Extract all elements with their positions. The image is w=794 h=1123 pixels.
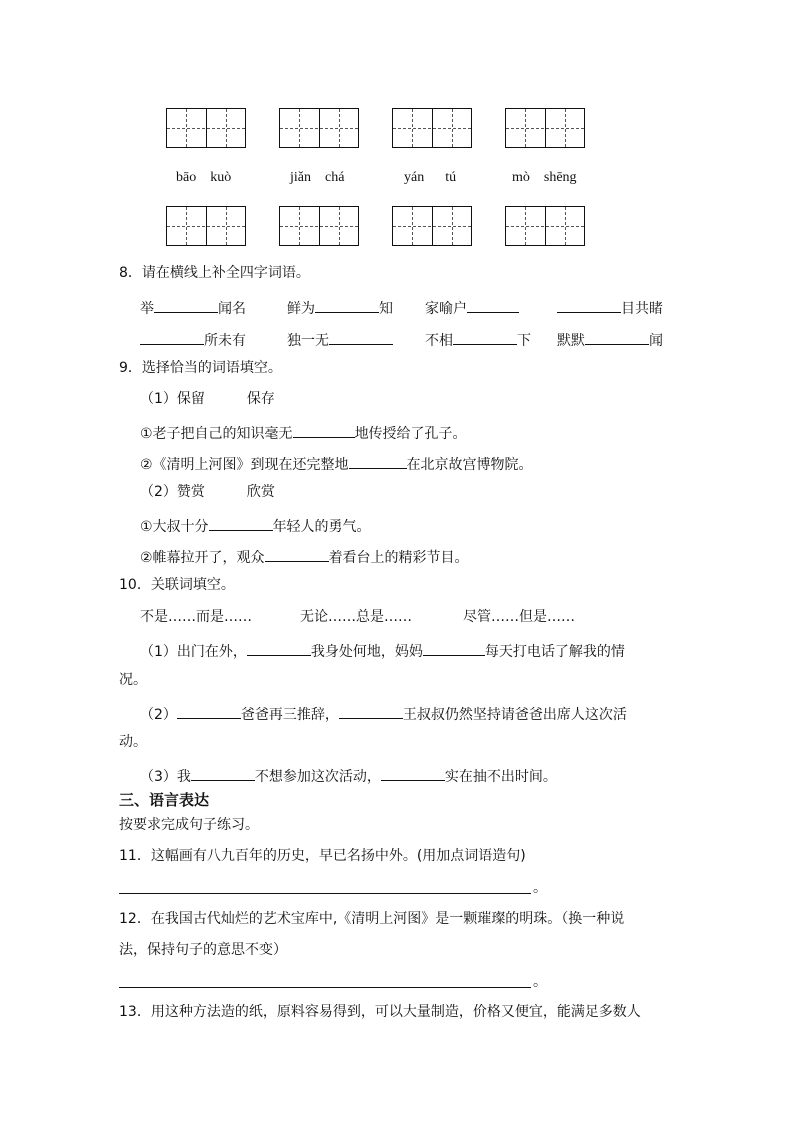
writing-grid[interactable] [505, 108, 585, 148]
sentence: ②《清明上河图》到现在还完整地 在北京故宫博物院。 [140, 454, 533, 472]
question-12-text: 12．在我国古代灿烂的艺术宝库中,《清明上河图》是一颗璀璨的明珠。（换一种说 [119, 911, 625, 927]
answer-blank[interactable] [557, 298, 621, 313]
writing-grid[interactable] [279, 206, 359, 246]
word-choices: （2）赞赏 欣赏 [140, 484, 275, 500]
pinyin-label: jiǎn chá [290, 170, 345, 185]
writing-grid[interactable] [392, 206, 472, 246]
sentence: （3）我 不想参加这次活动， 实在抽不出时间。 [140, 766, 557, 784]
question-10-title: 10．关联词填空。 [119, 577, 235, 593]
pinyin-label: mò shēng [512, 170, 577, 185]
answer-blank[interactable] [329, 330, 393, 345]
idiom-item: 所未有 [140, 330, 246, 348]
word-choices: （1）保留 保存 [140, 391, 275, 407]
sentence-continuation: 况。 [119, 672, 147, 688]
answer-blank[interactable] [339, 704, 403, 719]
question-9-title: 9．选择恰当的词语填空。 [119, 360, 282, 376]
writing-grid[interactable] [279, 108, 359, 148]
pinyin-label: bāo kuò [176, 170, 232, 185]
section-heading: 三、语言表达 [119, 791, 210, 809]
answer-blank[interactable] [265, 547, 329, 562]
conjunction-option: 尽管……但是…… [463, 609, 575, 625]
idiom-item: 默默 闻 [557, 330, 663, 348]
sentence: ①老子把自己的知识毫无 地传授给了孔子。 [140, 423, 467, 441]
answer-blank[interactable] [247, 641, 311, 656]
sentence: （1）出门在外， 我身处何地，妈妈 每天打电话了解我的情 [140, 641, 625, 659]
answer-blank[interactable] [349, 454, 407, 469]
question-11-text: 11．这幅画有八九百年的历史，早已名扬中外。(用加点词语造句) [119, 848, 526, 864]
conjunction-option: 无论……总是…… [300, 609, 412, 625]
idiom-item: 家喻户 [425, 298, 519, 316]
answer-blank[interactable] [423, 641, 485, 656]
answer-blank[interactable] [177, 704, 241, 719]
answer-line[interactable] [119, 987, 531, 988]
answer-blank[interactable] [381, 766, 445, 781]
question-8-title: 8．请在横线上补全四字词语。 [119, 265, 310, 281]
answer-blank[interactable] [585, 330, 649, 345]
idiom-item: 不相 下 [425, 330, 531, 348]
answer-blank[interactable] [467, 298, 519, 313]
sentence-continuation: 动。 [119, 734, 147, 750]
writing-grid[interactable] [505, 206, 585, 246]
answer-blank[interactable] [453, 330, 517, 345]
sentence: ②帷幕拉开了，观众 着看台上的精彩节目。 [140, 547, 469, 565]
writing-grid[interactable] [166, 108, 246, 148]
idiom-item: 举 闻名 [140, 298, 246, 316]
idiom-item: 独一无 [287, 330, 393, 348]
answer-line[interactable] [119, 893, 531, 894]
question-12-text: 法，保持句子的意思不变） [119, 942, 287, 958]
sentence: ①大叔十分 年轻人的勇气。 [140, 516, 371, 534]
answer-blank[interactable] [315, 298, 379, 313]
answer-blank[interactable] [209, 516, 273, 531]
answer-blank[interactable] [293, 423, 355, 438]
sentence: （2） 爸爸再三推辞， 王叔叔仍然坚持请爸爸出席人这次活 [140, 704, 627, 722]
conjunction-option: 不是……而是…… [140, 609, 252, 625]
sentence-end-mark: 。 [533, 880, 547, 896]
pinyin-label: yán tú [404, 170, 457, 185]
answer-blank[interactable] [140, 330, 204, 345]
writing-grid[interactable] [166, 206, 246, 246]
idiom-item: 目共睹 [557, 298, 663, 316]
sentence-end-mark: 。 [533, 974, 547, 990]
answer-blank[interactable] [154, 298, 218, 313]
idiom-item: 鲜为 知 [287, 298, 393, 316]
question-13-text: 13．用这种方法造的纸，原料容易得到，可以大量制造，价格又便宜，能满足多数人 [119, 1004, 641, 1020]
section-intro: 按要求完成句子练习。 [119, 817, 259, 833]
answer-blank[interactable] [191, 766, 255, 781]
writing-grid[interactable] [392, 108, 472, 148]
